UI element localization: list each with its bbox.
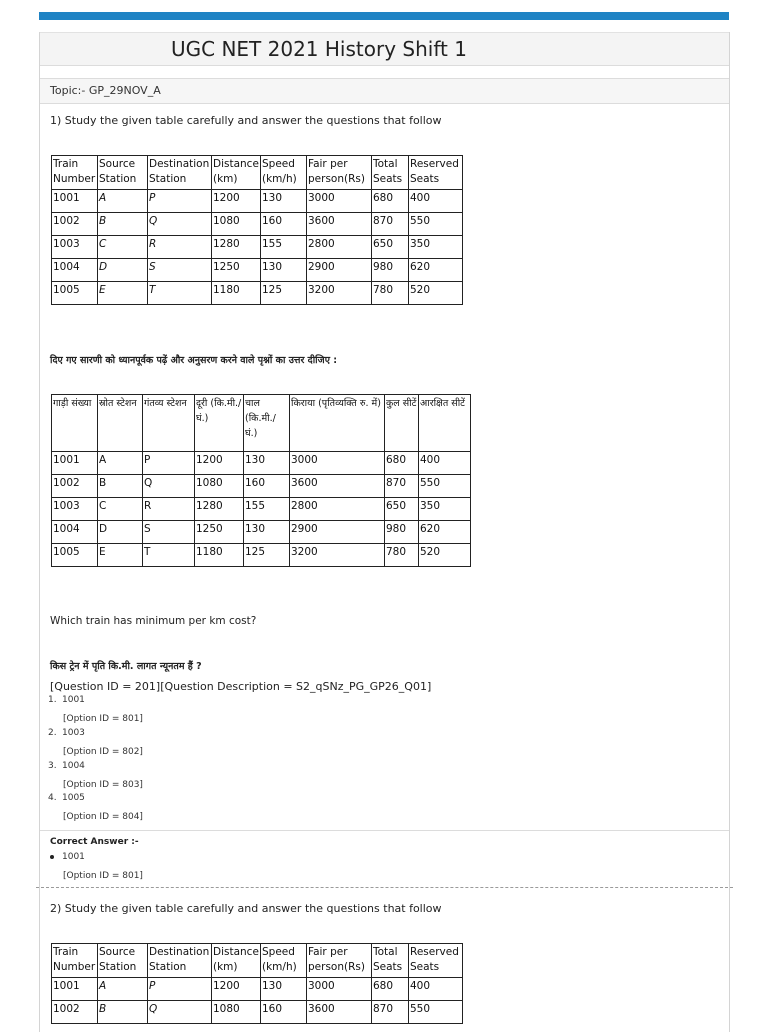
table-header-text: किराया (पृतिव्यक्ति रु. में) xyxy=(291,398,381,409)
table-header-cell xyxy=(307,944,372,978)
table-header-row xyxy=(52,156,463,190)
table-cell: 1001 xyxy=(52,978,98,1001)
question-separator xyxy=(36,887,733,888)
table-cell: 2800 xyxy=(307,236,372,259)
table-cell: 155 xyxy=(244,498,290,521)
option-number: 3. xyxy=(48,761,57,771)
table-header-line: Reserved xyxy=(410,158,459,170)
table-header-text: दूरी (कि.मी./घं.) xyxy=(196,398,242,424)
table-header-line: Seats xyxy=(373,961,403,973)
table-cell: 3000 xyxy=(290,452,385,475)
table-cell: 130 xyxy=(261,978,307,1001)
table-row xyxy=(52,475,471,498)
table-header-cell xyxy=(290,395,385,452)
table-cell: 400 xyxy=(409,978,463,1001)
table-cell: E xyxy=(98,544,143,567)
table-header-line: Destination xyxy=(149,946,210,958)
option-item xyxy=(48,728,85,738)
table-cell: 1001 xyxy=(52,190,98,213)
table-cell: 3200 xyxy=(290,544,385,567)
option-id: [Option ID = 802] xyxy=(63,747,143,757)
correct-answer-label: Correct Answer :- xyxy=(50,837,139,847)
table-cell: 980 xyxy=(385,521,419,544)
table-header-line: Station xyxy=(149,961,187,973)
option-label: 1004 xyxy=(62,761,85,771)
table-header-line: person(Rs) xyxy=(308,961,365,973)
table-cell: 550 xyxy=(419,475,471,498)
table-cell: 3600 xyxy=(307,213,372,236)
table-cell: 125 xyxy=(261,282,307,305)
train-table-english xyxy=(51,155,463,305)
table-cell: T xyxy=(148,282,212,305)
table-cell: 350 xyxy=(419,498,471,521)
table-cell: A xyxy=(98,190,148,213)
table-cell: 400 xyxy=(419,452,471,475)
table-header-line: Total xyxy=(373,946,398,958)
table-cell: 1200 xyxy=(195,452,244,475)
table-cell: B xyxy=(98,475,143,498)
table-header-cell xyxy=(148,156,212,190)
table-cell: 130 xyxy=(261,259,307,282)
table-header-cell xyxy=(148,944,212,978)
table-header-cell xyxy=(195,395,244,452)
table-cell: 1005 xyxy=(52,544,98,567)
table-cell: 680 xyxy=(372,190,409,213)
table-cell: 1080 xyxy=(212,1001,261,1024)
table-header-text: कुल सीटें xyxy=(386,398,417,409)
table-header-cell xyxy=(98,395,143,452)
table-header-text: गाड़ी संख्या xyxy=(53,398,92,409)
table-cell: 160 xyxy=(261,1001,307,1024)
table-cell: Q xyxy=(148,1001,212,1024)
table-cell: 550 xyxy=(409,1001,463,1024)
table-cell: 870 xyxy=(372,1001,409,1024)
question-1-heading: 1) Study the given table carefully and answer the questions that follow xyxy=(50,114,442,127)
table-cell: B xyxy=(98,213,148,236)
table-cell: 2900 xyxy=(307,259,372,282)
table-cell: 980 xyxy=(372,259,409,282)
table-header-text: स्रोत स्टेशन xyxy=(99,398,137,409)
table-header-cell xyxy=(307,156,372,190)
table-header-line: (km) xyxy=(213,961,238,973)
table-row xyxy=(52,544,471,567)
table-cell: 350 xyxy=(409,236,463,259)
table-header-cell xyxy=(261,156,307,190)
table-cell: 650 xyxy=(372,236,409,259)
table-cell: 1200 xyxy=(212,190,261,213)
table-cell: 1003 xyxy=(52,236,98,259)
table-header-cell xyxy=(385,395,419,452)
hindi-instruction: दिए गए सारणी को ध्यानपूर्वक पढ़ें और अनुसरण करने वाले पृश्नों का उत्तर दीजिए : xyxy=(50,355,338,366)
table-header-line: Seats xyxy=(373,173,403,185)
table-header-cell xyxy=(52,156,98,190)
bullet-icon xyxy=(50,855,54,859)
table-cell: 1002 xyxy=(52,213,98,236)
table-header-line: Fair per xyxy=(308,158,348,170)
table-row xyxy=(52,282,463,305)
table-header-line: Station xyxy=(99,173,137,185)
table-cell: R xyxy=(148,236,212,259)
table-cell: 130 xyxy=(244,521,290,544)
table-cell: 1004 xyxy=(52,259,98,282)
option-item xyxy=(48,695,85,705)
table-cell: 680 xyxy=(372,978,409,1001)
table-header-cell xyxy=(419,395,471,452)
topic-bar xyxy=(40,78,729,104)
table-cell: B xyxy=(98,1001,148,1024)
table-cell: 780 xyxy=(385,544,419,567)
table-header-line: (km/h) xyxy=(262,173,297,185)
table-header-line: Number xyxy=(53,961,96,973)
table-cell: 125 xyxy=(244,544,290,567)
table-row xyxy=(52,236,463,259)
table-cell: 1200 xyxy=(212,978,261,1001)
option-item xyxy=(48,761,85,771)
table-cell: 1280 xyxy=(195,498,244,521)
table-row xyxy=(52,452,471,475)
table-cell: 620 xyxy=(419,521,471,544)
table-cell: 1004 xyxy=(52,521,98,544)
topic-label: Topic:- GP_29NOV_A xyxy=(50,84,161,97)
table-header-cell xyxy=(409,156,463,190)
table-header-line: Fair per xyxy=(308,946,348,958)
table-header-cell xyxy=(212,156,261,190)
option-number: 2. xyxy=(48,728,57,738)
table-header-row xyxy=(52,395,471,452)
table-header-cell xyxy=(261,944,307,978)
table-header-cell xyxy=(372,156,409,190)
table-cell: 520 xyxy=(419,544,471,567)
table-cell: A xyxy=(98,452,143,475)
option-label: 1003 xyxy=(62,728,85,738)
table-cell: 155 xyxy=(261,236,307,259)
question-id: [Question ID = 201][Question Description = S2_qSNz_PG_GP26_Q01] xyxy=(50,680,432,693)
table-row xyxy=(52,1001,463,1024)
table-cell: D xyxy=(98,259,148,282)
table-header-line: (km) xyxy=(213,173,238,185)
table-header-cell xyxy=(52,944,98,978)
table-cell: 1280 xyxy=(212,236,261,259)
table-cell: C xyxy=(98,498,143,521)
table-header-cell xyxy=(372,944,409,978)
table-header-line: Station xyxy=(149,173,187,185)
table-header-line: Total xyxy=(373,158,398,170)
table-cell: P xyxy=(148,190,212,213)
table-cell: Q xyxy=(148,213,212,236)
table-row xyxy=(52,259,463,282)
train-table-english-q2 xyxy=(51,943,463,1024)
option-item xyxy=(48,793,85,803)
table-cell: 3000 xyxy=(307,978,372,1001)
table-header-cell xyxy=(409,944,463,978)
table-cell: 680 xyxy=(385,452,419,475)
table-cell: 3200 xyxy=(307,282,372,305)
question-text-hindi: किस ट्रेन में पृति कि.मी. लागत न्यूनतम हैं ? xyxy=(50,661,202,672)
table-header-cell xyxy=(212,944,261,978)
page-title: UGC NET 2021 History Shift 1 xyxy=(171,37,467,61)
table-header-cell xyxy=(52,395,98,452)
table-cell: 550 xyxy=(409,213,463,236)
table-header-line: Source xyxy=(99,158,136,170)
correct-answer-option-id: [Option ID = 801] xyxy=(63,871,143,881)
option-label: 1001 xyxy=(62,695,85,705)
table-header-line: Speed xyxy=(262,158,295,170)
table-header-row xyxy=(52,944,463,978)
table-cell: P xyxy=(148,978,212,1001)
question-text-english: Which train has minimum per km cost? xyxy=(50,615,257,627)
table-cell: Q xyxy=(143,475,195,498)
table-header-line: Station xyxy=(99,961,137,973)
top-accent-bar xyxy=(39,12,729,20)
title-bar xyxy=(40,32,729,66)
option-number: 1. xyxy=(48,695,57,705)
table-header-line: Destination xyxy=(149,158,210,170)
table-cell: 1180 xyxy=(195,544,244,567)
option-id: [Option ID = 803] xyxy=(63,780,143,790)
table-header-line: (km/h) xyxy=(262,961,297,973)
table-cell: 1002 xyxy=(52,475,98,498)
table-cell: 870 xyxy=(385,475,419,498)
table-cell: S xyxy=(148,259,212,282)
table-cell: 1002 xyxy=(52,1001,98,1024)
table-cell: 650 xyxy=(385,498,419,521)
table-row xyxy=(52,978,463,1001)
train-table-hindi xyxy=(51,394,471,567)
table-row xyxy=(52,213,463,236)
table-cell: 1250 xyxy=(212,259,261,282)
correct-answer-value: 1001 xyxy=(50,852,85,862)
table-cell: 160 xyxy=(244,475,290,498)
table-header-line: Train xyxy=(53,946,79,958)
table-cell: 520 xyxy=(409,282,463,305)
table-row xyxy=(52,190,463,213)
table-cell: 1080 xyxy=(195,475,244,498)
table-cell: 1001 xyxy=(52,452,98,475)
table-cell: P xyxy=(143,452,195,475)
table-header-line: Reserved xyxy=(410,946,459,958)
table-header-text: चाल (कि.मी./घं.) xyxy=(245,398,276,439)
option-id: [Option ID = 804] xyxy=(63,812,143,822)
table-header-cell xyxy=(143,395,195,452)
table-row xyxy=(52,521,471,544)
question-2-heading: 2) Study the given table carefully and answer the questions that follow xyxy=(50,902,442,915)
table-cell: T xyxy=(143,544,195,567)
table-row xyxy=(52,498,471,521)
table-cell: 2900 xyxy=(290,521,385,544)
table-cell: 620 xyxy=(409,259,463,282)
table-cell: 1003 xyxy=(52,498,98,521)
table-cell: 3600 xyxy=(307,1001,372,1024)
table-header-line: Seats xyxy=(410,961,440,973)
table-cell: R xyxy=(143,498,195,521)
table-cell: 3000 xyxy=(307,190,372,213)
table-cell: 3600 xyxy=(290,475,385,498)
table-cell: 780 xyxy=(372,282,409,305)
option-number: 4. xyxy=(48,793,57,803)
table-header-cell xyxy=(98,156,148,190)
table-cell: A xyxy=(98,978,148,1001)
table-cell: S xyxy=(143,521,195,544)
table-header-cell xyxy=(244,395,290,452)
option-label: 1005 xyxy=(62,793,85,803)
table-cell: C xyxy=(98,236,148,259)
table-header-line: Speed xyxy=(262,946,295,958)
table-cell: 870 xyxy=(372,213,409,236)
document-page xyxy=(39,32,730,1032)
table-cell: E xyxy=(98,282,148,305)
table-cell: 1180 xyxy=(212,282,261,305)
table-header-cell xyxy=(98,944,148,978)
table-header-line: Seats xyxy=(410,173,440,185)
table-header-line: Number xyxy=(53,173,96,185)
answer-separator xyxy=(40,830,729,831)
table-cell: 160 xyxy=(261,213,307,236)
table-header-line: Distance xyxy=(213,946,259,958)
table-cell: 400 xyxy=(409,190,463,213)
table-header-text: गंतव्य स्टेशन xyxy=(144,398,187,409)
table-header-line: Source xyxy=(99,946,136,958)
table-cell: D xyxy=(98,521,143,544)
table-cell: 130 xyxy=(261,190,307,213)
table-header-line: person(Rs) xyxy=(308,173,365,185)
table-header-line: Distance xyxy=(213,158,259,170)
table-cell: 1080 xyxy=(212,213,261,236)
table-cell: 1005 xyxy=(52,282,98,305)
table-header-line: Train xyxy=(53,158,79,170)
table-cell: 130 xyxy=(244,452,290,475)
table-cell: 2800 xyxy=(290,498,385,521)
option-id: [Option ID = 801] xyxy=(63,714,143,724)
table-header-text: आरक्षित सीटें xyxy=(420,398,465,409)
table-cell: 1250 xyxy=(195,521,244,544)
